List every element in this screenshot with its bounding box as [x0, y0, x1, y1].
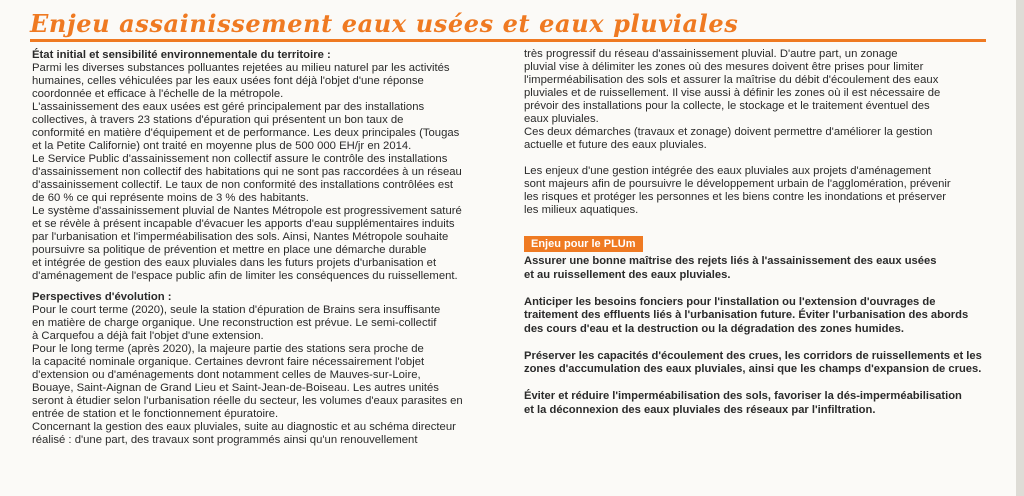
initial-state-line: d'assainissement non collectif des habitations qui ne sont pas raccordées à un réseau — [32, 166, 462, 178]
initial-state-line: humaines, celles véhiculées par les eaux usées font déjà l'objet d'une réponse — [32, 75, 424, 87]
stake-line: Anticiper les besoins fonciers pour l'installation ou l'extension d'ouvrages de — [524, 295, 936, 308]
pluvial-zoning-line: prévoir des installations pour la collecte, le stockage et le traitement éventuel des — [524, 100, 930, 112]
stake-line: Préserver les capacités d'écoulement des crues, les corridors de ruissellements et les — [524, 349, 982, 362]
initial-state-line: et se révèle à présent incapable d'évacuer les apports d'eau supplémentaires induits — [32, 218, 455, 230]
perspectives-line: d'extension ou d'aménagements dont notamment celles de Mauves-sur-Loire, — [32, 369, 421, 381]
right-column — [524, 48, 986, 417]
integrated-management-line: sont majeurs afin de poursuivre le développement urbain de l'agglomération, prévenir — [524, 178, 951, 190]
stake-line: Assurer une bonne maîtrise des rejets liés à l'assainissement des eaux usées — [524, 255, 937, 267]
stake-item — [524, 296, 986, 337]
initial-state-line: et intégrée de gestion des eaux pluviales dans les futurs projets d'urbanisation et — [32, 257, 437, 269]
section-heading-initial-state: État initial et sensibilité environnementale du territoire : — [32, 49, 331, 61]
pluvial-zoning-text — [524, 48, 986, 152]
perspectives-line: Concernant la gestion des eaux pluviales, suite au diagnostic et au schéma directeur — [32, 421, 456, 433]
stake-line: et la déconnexion des eaux pluviales des réseaux par l'infiltration. — [524, 403, 876, 416]
left-column — [32, 49, 504, 447]
section-heading-perspectives: Perspectives d'évolution : — [32, 291, 172, 303]
pluvial-zoning-line: actuelle et future des eaux pluviales. — [524, 139, 707, 151]
title-underline — [30, 39, 986, 42]
stake-line: et au ruissellement des eaux pluviales. — [524, 268, 731, 281]
stake-line: zones d'accumulation des eaux pluviales, ainsi que les champs d'expansion de crues. — [524, 363, 982, 375]
pluvial-zoning-line: l'imperméabilisation des sols et assurer la maîtrise du débit d'écoulement des eaux — [524, 74, 939, 86]
initial-state-line: d'aménagement de l'espace public afin de limiter les conséquences du ruissellement. — [32, 270, 458, 282]
stake-line: des cours d'eau et la destruction ou la dégradation des zones humides. — [524, 322, 905, 335]
initial-state-line: conformité en matière d'équipement et de performance. Les deux principales (Tougas — [32, 127, 460, 139]
initial-state-line: de 60 % ce qui représente moins de 3 % des habitants. — [32, 192, 309, 204]
perspectives-line: entrée de station et le fonctionnement épuratoire. — [32, 408, 279, 420]
perspectives-line: Bouaye, Saint-Aignan de Grand Lieu et Saint-Jean-de-Boiseau. Les autres unités — [32, 382, 439, 394]
initial-state-line: L'assainissement des eaux usées est géré principalement par des installations — [32, 101, 425, 113]
perspectives-line: la capacité nominale organique. Certaines devront faire nécessairement l'objet — [32, 356, 425, 368]
perspectives-line: Pour le court terme (2020), seule la station d'épuration de Brains sera insuffisante — [32, 304, 441, 316]
pluvial-zoning-line: pluvial vise à délimiter les zones où des mesures doivent être prises pour limiter — [524, 61, 924, 73]
perspectives-line: réalisé : d'une part, des travaux sont programmés ainsi qu'un renouvellement — [32, 434, 418, 446]
stake-item — [524, 255, 986, 282]
plum-stakes-badge: Enjeu pour le PLUm — [524, 236, 643, 252]
plum-stakes-list — [524, 255, 986, 417]
initial-state-line: par l'urbanisation et l'imperméabilisation des sols. Ainsi, Nantes Métropole souhaite — [32, 231, 449, 243]
perspectives-line: à Carquefou a déjà fait l'objet d'une extension. — [32, 330, 264, 342]
initial-state-line: poursuivre sa politique de prévention et mettre en place une démarche durable — [32, 244, 427, 256]
initial-state-line: Le système d'assainissement pluvial de Nantes Métropole est progressivement saturé — [32, 205, 462, 217]
pluvial-zoning-line: eaux pluviales. — [524, 113, 599, 125]
initial-state-text — [32, 62, 504, 283]
stake-item — [524, 390, 986, 417]
perspectives-line: Pour le long terme (après 2020), la majeure partie des stations sera proche de — [32, 343, 424, 355]
integrated-management-text — [524, 165, 986, 217]
initial-state-line: Parmi les diverses substances polluantes rejetées au milieu naturel par les activités — [32, 62, 450, 74]
page-title: Enjeu assainissement eaux usées et eaux pluviales — [30, 9, 739, 38]
stake-line: Éviter et réduire l'imperméabilisation des sols, favoriser la dés-imperméabilisation — [524, 390, 962, 402]
page-edge — [1016, 0, 1024, 496]
stake-item — [524, 350, 986, 377]
initial-state-line: et la Petite Californie) ont traité en moyenne plus de 500 000 EH/jr en 2014. — [32, 140, 412, 152]
stake-line: traitement des effluents liés à l'urbanisation future. Éviter l'urbanisation des abords — [524, 309, 969, 321]
integrated-management-line: les milieux aquatiques. — [524, 204, 639, 216]
integrated-management-line: Les enjeux d'une gestion intégrée des eaux pluviales aux projets d'aménagement — [524, 165, 931, 177]
perspectives-line: en matière de charge organique. Une reconstruction est prévue. Le semi-collectif — [32, 317, 437, 329]
initial-state-line: d'assainissement collectif. Le taux de non conformité des installations contrôlées est — [32, 179, 453, 191]
perspectives-text — [32, 304, 504, 447]
pluvial-zoning-line: très progressif du réseau d'assainissement pluvial. D'autre part, un zonage — [524, 48, 898, 60]
initial-state-line: Le Service Public d'assainissement non collectif assure le contrôle des installations — [32, 153, 448, 165]
integrated-management-line: les risques et protéger les personnes et les biens contre les inondations et préserver — [524, 191, 946, 203]
pluvial-zoning-line: Ces deux démarches (travaux et zonage) doivent permettre d'améliorer la gestion — [524, 126, 933, 138]
initial-state-line: collectives, à travers 23 stations d'épuration qui présentent un bon taux de — [32, 114, 404, 126]
pluvial-zoning-line: pluviales et de ruissellement. Il vise aussi à définir les zones où il est nécessaire de — [524, 87, 941, 99]
initial-state-line: coordonnée et efficace à l'échelle de la métropole. — [32, 88, 284, 100]
perspectives-line: seront à étudier selon l'urbanisation réelle du secteur, les volumes d'eaux parasites en — [32, 395, 463, 407]
